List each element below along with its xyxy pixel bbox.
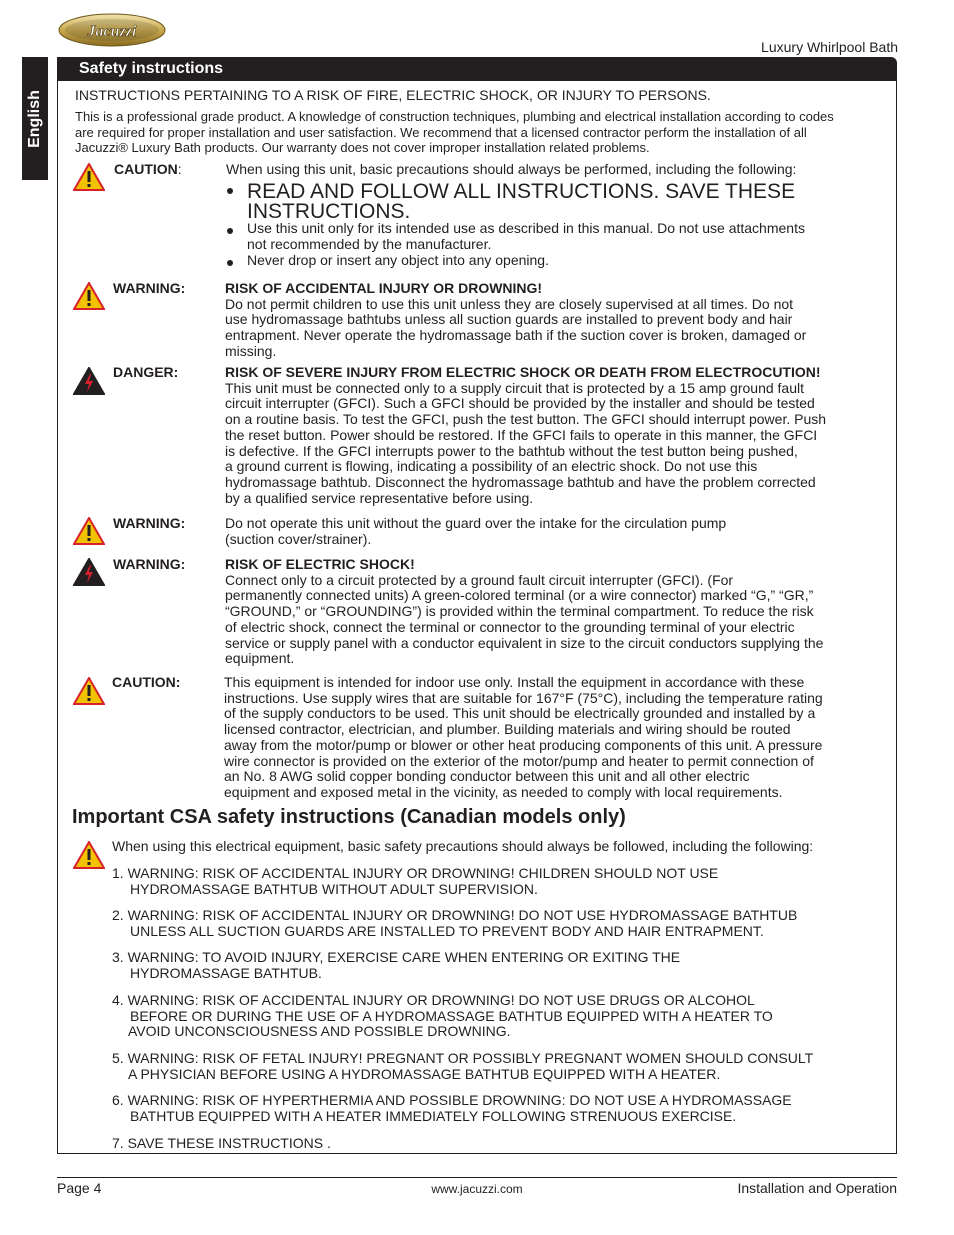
warning-line: (suction cover/strainer). (225, 530, 372, 547)
caution-text: When using this unit, basic precautions should always be performed, including the following: (226, 161, 797, 177)
document-title: Luxury Whirlpool Bath (761, 39, 898, 55)
warning-line: service or supply panel with a conductor equivalent in size to the circuit conductors supplying the (225, 634, 824, 651)
caution-line: instructions. Use supply wires that are suitable for 167°F (75°C), including the temperature rating (224, 689, 823, 706)
bullet-item: Never drop or insert any object into any opening. (247, 252, 549, 268)
csa-item (112, 993, 773, 1040)
warning-body (225, 281, 806, 360)
warning-line: Do not operate this unit without the guard over the intake for the circulation pump (225, 515, 727, 531)
csa-item-line: HYDROMASSAGE BATHTUB. (130, 964, 322, 981)
danger-line: the reset button. Power should be restored. If the GFCI fails to operate in this manner, the GFCI (225, 426, 818, 443)
caution-line: wire connector is provided on the exterior of the motor/pump and heater to permit connection of (224, 752, 814, 769)
csa-item-line: 5. WARNING: RISK OF FETAL INJURY! PREGNANT OR POSSIBLY PREGNANT WOMEN SHOULD CONSULT (112, 1050, 814, 1066)
warning-triangle-icon (73, 841, 105, 869)
warning-heading: RISK OF ELECTRIC SHOCK! (225, 556, 415, 572)
caution-line: away from the motor/pump or blower or other heat producing components of this unit. A pressure (224, 736, 823, 753)
csa-heading: Important CSA safety instructions (Canadian models only) (72, 806, 626, 828)
warning-line: of electric shock, connect the terminal or connector to the grounding terminal of your electric (225, 618, 795, 635)
intro-line: are required for proper installation and user satisfaction. We recommend that a licensed contractor perform the installation of all (75, 124, 807, 140)
warning-line: equipment. (225, 650, 295, 667)
csa-item (112, 1093, 792, 1124)
caution-line: of the supply conductors to be used. This unit should be electrically grounded and installed by a (224, 705, 816, 722)
language-tab (22, 57, 48, 180)
caution-label: CAUTION: (114, 161, 182, 177)
warning-label: WARNING: (113, 280, 186, 296)
intro-line: This is a professional grade product. A knowledge of construction techniques, plumbing and electrical installation according to codes (75, 109, 834, 124)
footer-doc-title: Installation and Operation (737, 1180, 897, 1196)
warning-triangle-icon (73, 163, 105, 191)
danger-heading: RISK OF SEVERE INJURY FROM ELECTRIC SHOCK OR DEATH FROM ELECTROCUTION! (225, 364, 821, 380)
warning-line: “GROUND,” or “GROUNDING”) is provided within the terminal compartment. To reduce the risk (225, 603, 814, 620)
csa-item-line: 7. SAVE THESE INSTRUCTIONS . (112, 1135, 331, 1151)
warning-label: WARNING: (113, 556, 186, 572)
footer-url[interactable]: www.jacuzzi.com (431, 1182, 523, 1196)
caution-label: CAUTION: (112, 674, 181, 690)
csa-item (112, 1051, 813, 1082)
electric-shock-icon (73, 367, 105, 395)
danger-line: hydromassage bathtub. Disconnect the hydromassage bathtub and have the problem corrected (225, 473, 816, 490)
big-instruction-line: READ AND FOLLOW ALL INSTRUCTIONS. SAVE THESE (247, 180, 796, 203)
caution-line: an No. 8 AWG solid copper bonding conductor between this unit and all other electric (224, 768, 750, 785)
page-number: Page 4 (57, 1180, 102, 1196)
warning-line: entrapment. Never operate the hydromassage bath if the suction cover is broken, damaged or (225, 327, 807, 344)
footer-divider (57, 1177, 897, 1178)
bullet-dot (226, 183, 238, 201)
danger-line: on a routine basis. To test the GFCI, push the test button. The GFCI should interrupt power. Push (225, 411, 827, 428)
bullet-dot (226, 223, 236, 241)
intro-heading: INSTRUCTIONS PERTAINING TO A RISK OF FIRE, ELECTRIC SHOCK, OR INJURY TO PERSONS. (75, 87, 711, 103)
csa-item-line: A PHYSICIAN BEFORE USING A HYDROMASSAGE BATHTUB EQUIPPED WITH A HEATER. (128, 1065, 721, 1082)
big-instruction (247, 182, 795, 222)
csa-item-line: 2. WARNING: RISK OF ACCIDENTAL INJURY OR DROWNING! DO NOT USE HYDROMASSAGE BATHTUB (112, 907, 798, 923)
csa-item-line: 1. WARNING: RISK OF ACCIDENTAL INJURY OR DROWNING! CHILDREN SHOULD NOT USE (112, 865, 719, 881)
caution-body (224, 675, 823, 801)
csa-item (112, 866, 718, 897)
csa-item-line: UNLESS ALL SUCTION GUARDS ARE INSTALLED TO PREVENT BODY AND HAIR ENTRAPMENT. (130, 922, 764, 939)
language-label: English (26, 89, 43, 148)
warning-triangle-icon (73, 282, 105, 310)
csa-item (112, 950, 680, 981)
big-instruction-line: INSTRUCTIONS. (247, 200, 411, 223)
danger-line: circuit interrupter (GFCI). Such a GFCI should be provided by the installer and should be tested (225, 395, 815, 412)
danger-line: This unit must be connected only to a supply circuit that is protected by a 15 amp ground fault (225, 379, 804, 396)
csa-intro: When using this electrical equipment, basic safety precautions should always be followed, including the following: (112, 838, 814, 854)
danger-label: DANGER: (113, 364, 179, 380)
danger-line: a ground current is flowing, indicating a possibility of an electric shock. Do not use this (225, 458, 758, 475)
csa-item (112, 1136, 331, 1152)
jacuzzi-logo (57, 12, 167, 48)
intro-line: Jacuzzi® Luxury Bath products. Our warranty does not cover improper installation related problems. (75, 140, 650, 156)
caution-line: This equipment is intended for indoor use only. Install the equipment in accordance with these (224, 674, 805, 690)
intro-paragraph (75, 109, 897, 156)
caution-line: equipment and exposed metal in the vicinity, as needed to comply with local requirements. (224, 783, 783, 800)
warning-line: missing. (225, 342, 277, 359)
csa-item-line: AVOID UNCONSCIOUSNESS AND POSSIBLE DROWNING. (128, 1023, 511, 1040)
electric-shock-icon (73, 558, 105, 586)
section-title: Safety instructions (57, 57, 897, 80)
warning-line: Connect only to a circuit protected by a ground fault circuit interrupter (GFCI). (For (225, 571, 734, 588)
warning-body (225, 557, 823, 667)
bullet-item (247, 221, 805, 252)
csa-item-line: 3. WARNING: TO AVOID INJURY, EXERCISE CARE WHEN ENTERING OR EXITING THE (112, 949, 681, 965)
svg-text:Jacuzzi: Jacuzzi (87, 23, 137, 40)
danger-line: is defective. If the GFCI interrupts power to the bathtub without the test button being pushed, (225, 442, 798, 459)
warning-triangle-icon (73, 517, 105, 545)
caution-line: licensed contractor, electrician, and plumber. Building materials and wiring should be routed (224, 721, 791, 738)
warning-line: Do not permit children to use this unit unless they are closely supervised at all times. Do not (225, 295, 794, 312)
warning-label: WARNING: (113, 515, 186, 531)
csa-item-line: BATHTUB EQUIPPED WITH A HEATER IMMEDIATELY FOLLOWING STRENUOUS EXERCISE. (130, 1107, 737, 1124)
warning-line: use hydromassage bathtubs unless all suction guards are installed to prevent body and hair (225, 311, 793, 328)
danger-line: by a qualified service representative before using. (225, 489, 534, 506)
csa-item-line: 6. WARNING: RISK OF HYPERTHERMIA AND POSSIBLE DROWNING: DO NOT USE A HYDROMASSAGE (112, 1092, 792, 1108)
csa-item-line: HYDROMASSAGE BATHTUB WITHOUT ADULT SUPERVISION. (130, 880, 538, 897)
bullet-dot (226, 255, 236, 273)
warning-body (225, 516, 726, 547)
bullet-line: not recommended by the manufacturer. (247, 235, 492, 252)
warning-triangle-icon (73, 677, 105, 705)
warning-line: permanently connected units) A green-colored terminal (or a wire connector) marked “G,” “GR,” (225, 587, 814, 604)
bullet-line: Use this unit only for its intended use as described in this manual. Do not use attachments (247, 220, 805, 236)
csa-item (112, 908, 797, 939)
danger-body (225, 365, 826, 506)
csa-item-line: 4. WARNING: RISK OF ACCIDENTAL INJURY OR DROWNING! DO NOT USE DRUGS OR ALCOHOL (112, 992, 755, 1008)
csa-item-line: BEFORE OR DURING THE USE OF A HYDROMASSAGE BATHTUB EQUIPPED WITH A HEATER TO (130, 1007, 773, 1024)
warning-heading: RISK OF ACCIDENTAL INJURY OR DROWNING! (225, 280, 543, 296)
